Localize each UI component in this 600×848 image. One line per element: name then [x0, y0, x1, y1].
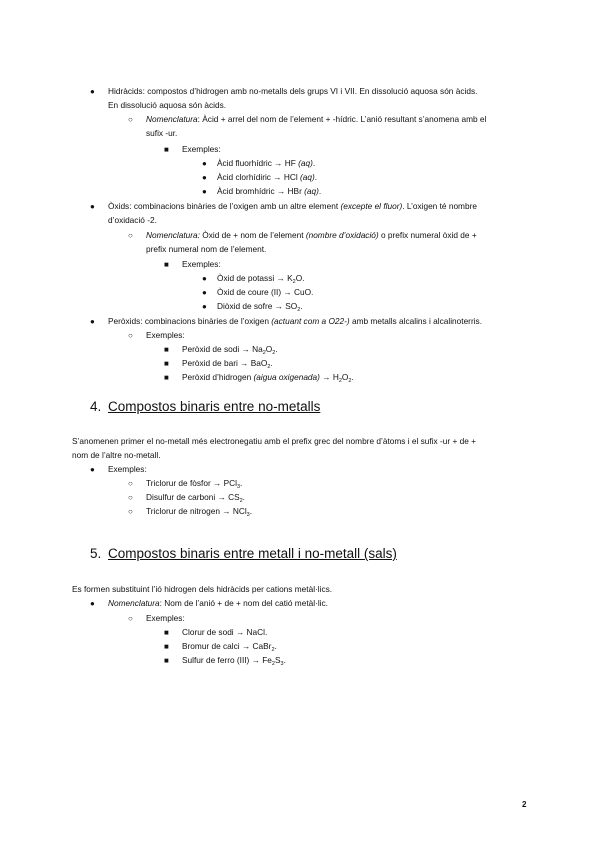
- bullet-l3: ■: [164, 642, 169, 651]
- section-5-nomenclatura: Nomenclatura: Nom de l’anió + de + nom del catió metàl·lic.: [108, 598, 328, 608]
- example-cabr2: Bromur de calci → CaBr$_2$.: [182, 641, 277, 653]
- example-cuo: Òxid de coure (II) → CuO.: [217, 287, 314, 297]
- bullet-l4: ●: [202, 302, 207, 311]
- bullet-l3: ■: [164, 260, 169, 269]
- bullet-l1: ●: [90, 465, 95, 474]
- exemples-label: Exemples:: [146, 613, 185, 623]
- oxids-text-line2: d’oxidació -2.: [108, 215, 157, 225]
- bullet-l4: ●: [202, 274, 207, 283]
- oxids-nomenclatura-line2: prefix numeral nom de l’element.: [146, 244, 267, 254]
- bullet-l4: ●: [202, 173, 207, 182]
- example-hf: Àcid fluorhídric → HF (aq).: [217, 158, 316, 168]
- bullet-l3: ■: [164, 345, 169, 354]
- bullet-l3: ■: [164, 145, 169, 154]
- exemples-label: Exemples:: [146, 330, 185, 340]
- bullet-l2: ○: [128, 115, 133, 124]
- section-4-paragraph-line2: nom de l’altre no-metall.: [72, 450, 161, 460]
- example-hcl: Àcid clorhídiric → HCl (aq).: [217, 172, 318, 182]
- example-fe2s3: Sulfur de ferro $(III) \to Fe_2S_3$.: [182, 655, 286, 667]
- bullet-l1: ●: [90, 87, 95, 96]
- example-k2o: Òxid de potassi → $K_2O$.: [217, 273, 305, 285]
- bullet-l2: ○: [128, 231, 133, 240]
- example-h2o2: Peròxid d’hidrogen (aigua oxigenada) → $H_2O_2$.: [182, 372, 354, 384]
- hidracids-text-line2: En dissolució aquosa són àcids.: [108, 100, 227, 110]
- bullet-l3: ■: [164, 656, 169, 665]
- bullet-l4: ●: [202, 187, 207, 196]
- example-nacl: Clorur de sodi → NaCl.: [182, 627, 268, 637]
- bullet-l1: ●: [90, 599, 95, 608]
- hidracids-text-line1: Hidràcids: compostos d’hidrogen amb no-metalls dels grups VI i VII. En dissolució aquosa són àcids.: [108, 86, 478, 96]
- oxids-text-line1: Òxids: combinacions binàries de l’oxigen amb un altre element (excepte el fluor). L’oxigen té nombre: [108, 201, 477, 211]
- oxids-nomenclatura-line1: Nomenclatura: Òxid de + nom de l’element (nombre d’oxidació) o prefix numeral òxid de +: [146, 230, 477, 240]
- example-hbr: Àcid bromhídric → HBr (aq).: [217, 186, 322, 196]
- bullet-l3: ■: [164, 373, 169, 382]
- hidracids-nomenclatura-line1: Nomenclatura: Àcid + arrel del nom de l’element + -hídric. L’anió resultant s’anomena amb el: [146, 114, 487, 124]
- hidracids-nomenclatura-line2: sufix -ur.: [146, 128, 178, 138]
- example-ncl3: Triclorur de nitrogen → NCl$_3$.: [146, 506, 253, 518]
- page-number: 2: [522, 800, 527, 809]
- bullet-l3: ■: [164, 628, 169, 637]
- bullet-l2: ○: [128, 614, 133, 623]
- exemples-label: Exemples:: [182, 259, 221, 269]
- example-bao2: Peròxid de bari → BaO$_2$.: [182, 358, 273, 370]
- bullet-l2: ○: [128, 479, 133, 488]
- bullet-l1: ●: [90, 202, 95, 211]
- bullet-l3: ■: [164, 359, 169, 368]
- example-cs2: Disulfur de carboni → $CS_2$.: [146, 492, 245, 504]
- example-pcl3: Triclorur de fòsfor → PCl$_3$.: [146, 478, 243, 490]
- bullet-l4: ●: [202, 159, 207, 168]
- exemples-label: Exemples:: [182, 144, 221, 154]
- section-5-heading: 5. Compostos binaris entre metall i no-metall (sals): [90, 546, 397, 561]
- peroxids-text: Peròxids: combinacions binàries de l’oxigen (actuant com a O22-) amb metalls alcalins i alcalinoterris.: [108, 316, 483, 326]
- section-4-paragraph-line1: S’anomenen primer el no-metall més electronegatiu amb el prefix grec del nombre d’àtoms i el sufix -ur + de +: [72, 436, 476, 446]
- bullet-l1: ●: [90, 317, 95, 326]
- example-na2o2: Peròxid de sodi → $Na_2O_2$.: [182, 344, 278, 356]
- exemples-label: Exemples:: [108, 464, 147, 474]
- example-so2: Diòxid de sofre → $SO_2$.: [217, 301, 303, 313]
- bullet-l2: ○: [128, 331, 133, 340]
- bullet-l2: ○: [128, 493, 133, 502]
- bullet-l4: ●: [202, 288, 207, 297]
- section-4-heading: 4. Compostos binaris entre no-metalls: [90, 399, 321, 414]
- bullet-l2: ○: [128, 507, 133, 516]
- section-5-paragraph: Es formen substituint l’ió hidrogen dels hidràcids per cations metàl·lics.: [72, 584, 333, 594]
